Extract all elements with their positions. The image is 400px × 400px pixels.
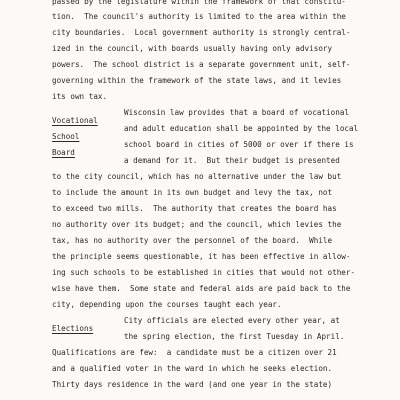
text-line: its own tax. xyxy=(52,92,108,101)
text-line: Wisconsin law provides that a board of vocational xyxy=(124,108,349,117)
text-line: powers. The school district is a separate government unit, self- xyxy=(52,60,351,69)
side-heading-elections: Elections xyxy=(52,324,94,333)
side-heading-vocational: Vocational xyxy=(52,116,98,125)
text-line: a demand for it. But their budget is presented xyxy=(124,156,340,165)
text-line: the spring election, the first Tuesday in April. xyxy=(124,332,345,341)
text-line: wise have them. Some state and federal aids are paid back to the xyxy=(52,284,351,293)
text-line: no authority over its budget; and the council, which levies the xyxy=(52,220,342,229)
text-line: the principle seems questionable, it has been effective in allow- xyxy=(52,252,351,261)
side-heading-board: Board xyxy=(52,148,75,157)
text-line: ing such schools to be established in cities that would not other- xyxy=(52,268,356,277)
text-line: ized in the council, with boards usually having only advisory xyxy=(52,44,333,53)
text-line: tax, has no authority over the personnel of the board. While xyxy=(52,236,333,245)
text-line: city boundaries. Local government authority is strongly central- xyxy=(52,28,351,37)
text-line: to exceed two mills. The authority that creates the board has xyxy=(52,204,337,213)
text-line: passed by the legislature within the framework of that constitu- xyxy=(52,0,346,6)
text-line: and a qualified voter in the ward in which he seeks election. xyxy=(52,364,333,373)
text-line: city, depending upon the courses taught each year. xyxy=(52,300,282,309)
text-line: City officials are elected every other year, at xyxy=(124,316,340,325)
text-line: governing within the framework of the state laws, and it levies xyxy=(52,76,342,85)
text-line: Qualifications are few: a candidate must be a citizen over 21 xyxy=(52,348,337,357)
text-line: tion. The council's authority is limited to the area within the xyxy=(52,12,346,21)
text-line: Thirty days residence in the ward (and one year in the state) xyxy=(52,380,333,389)
text-line: and adult education shall be appointed by the local xyxy=(124,124,359,133)
text-line: school board in cities of 5000 or over if there is xyxy=(124,140,354,149)
side-heading-school: School xyxy=(52,132,80,141)
text-line: to include the amount in its own budget and levy the tax, not xyxy=(52,188,333,197)
text-line: to the city council, which has no alternative under the law but xyxy=(52,172,342,181)
